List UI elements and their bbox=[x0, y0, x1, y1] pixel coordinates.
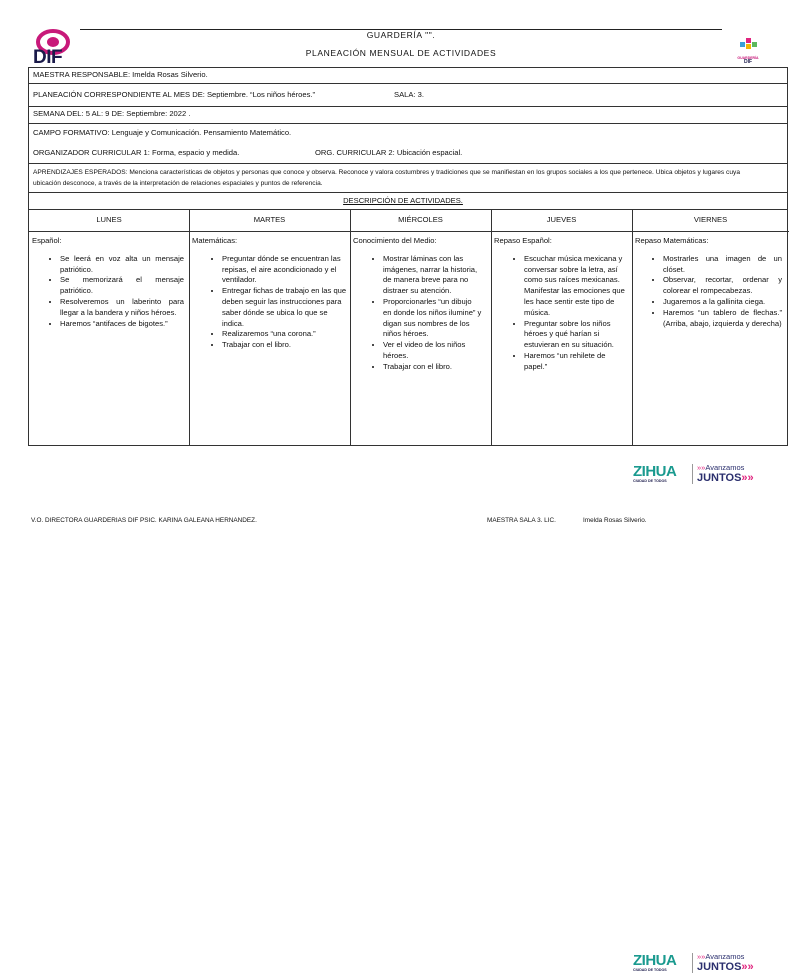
maestra-sala-label: MAESTRA SALA 3. LIC. bbox=[487, 517, 556, 524]
aprendizajes-esperados: APRENDIZAJES ESPERADOS: Menciona características de objetos y personas que conoce y observa. Reconoce y valora costumbres y tradiciones que se manifiestan en los grupos sociales a los que pertenece. Ubica objetos y lugares cuya ubicación desconoce, a través de la interpretación de relaciones espaciales y puntos de referencia. bbox=[33, 169, 740, 187]
maestra-responsable: MAESTRA RESPONSABLE: Imelda Rosas Silverio. bbox=[33, 70, 208, 79]
day-column-jueves bbox=[491, 235, 632, 374]
list-item: • Realizaremos “una corona.” bbox=[222, 329, 347, 340]
logo-separator bbox=[692, 953, 693, 973]
zihua-logo-subtext: CIUDAD DE TODOS bbox=[633, 968, 667, 972]
divider bbox=[29, 123, 787, 124]
guarderia-dif-logo bbox=[735, 36, 761, 65]
zihua-logo bbox=[633, 464, 689, 486]
activity-list bbox=[192, 254, 347, 351]
juntos-text: JUNTOS bbox=[697, 472, 742, 484]
juntos-logo: »»Avanzamos JUNTOS»» bbox=[697, 463, 754, 484]
activity-list bbox=[32, 254, 186, 330]
day-header-jueves: JUEVES bbox=[546, 215, 577, 224]
avanzamos-text: Avanzamos bbox=[705, 952, 745, 961]
divider bbox=[29, 231, 789, 232]
list-item: • Haremos “antifaces de bigotes.” bbox=[60, 319, 184, 330]
day-column-lunes bbox=[29, 235, 189, 330]
juntos-logo: »»Avanzamos JUNTOS»» bbox=[697, 952, 754, 973]
planning-table bbox=[28, 67, 788, 446]
list-item: • Se leerá en voz alta un mensaje patriótico. bbox=[60, 254, 184, 276]
list-item: • Proporcionarles “un dibujo en donde los niños ilumine” y digan sus nombres de los niños héroes. bbox=[383, 297, 482, 340]
list-item: • Entregar fichas de trabajo en las que deben seguir las instrucciones para saber dónde se ubica lo que se indica. bbox=[222, 286, 347, 329]
list-item: • Observar, recortar, ordenar y colorear el rompecabezas. bbox=[663, 275, 782, 297]
planeacion-mes: PLANEACIÓN CORRESPONDIENTE AL MES DE: Septiembre. “Los niños héroes.” bbox=[33, 90, 316, 99]
day-column-viernes bbox=[632, 235, 789, 330]
list-item: • Mostrar láminas con las imágenes, narrar la historia, de manera breve para no distraer su atención. bbox=[383, 254, 482, 297]
list-item: • Escuchar música mexicana y conversar sobre la letra, así como sus raíces mexicanas. Manifestar las emociones que les hace sentir este tipo de música. bbox=[524, 254, 629, 319]
divider bbox=[29, 163, 787, 164]
campo-formativo: CAMPO FORMATIVO: Lenguaje y Comunicación. Pensamiento Matemático. bbox=[33, 128, 292, 137]
organizador-curricular-1: ORGANIZADOR CURRICULAR 1: Forma, espacio y medida. bbox=[33, 148, 240, 157]
subject-label: Repaso Español: bbox=[494, 236, 552, 245]
descripcion-actividades: DESCRIPCIÓN DE ACTIVIDADES. bbox=[343, 196, 463, 205]
list-item: • Haremos “un rehilete de papel.” bbox=[524, 351, 629, 373]
day-header-miercoles: MIÉRCOLES bbox=[398, 215, 443, 224]
list-item: • Jugaremos a la gallinita ciega. bbox=[663, 297, 782, 308]
organizador-curricular-2: ORG. CURRICULAR 2: Ubicación espacial. bbox=[315, 148, 463, 157]
list-item: • Mostrarles una imagen de un clóset. bbox=[663, 254, 782, 276]
divider bbox=[29, 192, 787, 193]
guarderia-logo-top: GUARDERÍA bbox=[737, 56, 759, 60]
subject-label: Conocimiento del Medio: bbox=[353, 236, 437, 245]
logo-separator bbox=[692, 464, 693, 484]
avanzamos-text: Avanzamos bbox=[705, 463, 745, 472]
list-item: • Trabajar con el libro. bbox=[222, 340, 347, 351]
dif-logo-text: DIF bbox=[33, 47, 63, 68]
juntos-text: JUNTOS bbox=[697, 961, 742, 973]
activity-list bbox=[494, 254, 629, 373]
list-item: • Haremos “un tablero de flechas.” (Arriba, abajo, izquierda y derecha) bbox=[663, 308, 782, 330]
guarderia-logo-bottom: DIF bbox=[743, 59, 753, 65]
subject-label: Repaso Matemáticas: bbox=[635, 236, 709, 245]
day-header-martes: MARTES bbox=[253, 215, 286, 224]
list-item: • Preguntar sobre los niños héroes y qué harían si estuvieran en su situación. bbox=[524, 319, 629, 351]
maestra-sala-name: Imelda Rosas Silverio. bbox=[583, 517, 647, 524]
list-item: • Trabajar con el libro. bbox=[383, 362, 482, 373]
days-grid bbox=[29, 209, 789, 446]
day-column-miercoles bbox=[350, 235, 491, 374]
header-planeacion-title: PLANEACIÓN MENSUAL DE ACTIVIDADES bbox=[305, 48, 497, 58]
day-header-viernes: VIERNES bbox=[693, 215, 728, 224]
director-signature: V.O. DIRECTORA GUARDERIAS DIF PSIC. KARINA GALEANA HERNANDEZ. bbox=[31, 517, 257, 524]
list-item: • Preguntar dónde se encuentran las repisas, el aire acondicionado y el ventilador. bbox=[222, 254, 347, 286]
zihua-logo-text: ZIHUA bbox=[633, 952, 677, 969]
zihua-logo-subtext: CIUDAD DE TODOS bbox=[633, 479, 667, 483]
zihua-logo bbox=[633, 953, 689, 975]
day-column-martes bbox=[189, 235, 350, 352]
divider bbox=[29, 83, 787, 84]
subject-label: Español: bbox=[32, 236, 62, 245]
header-guarderia: GUARDERÍA "". bbox=[366, 30, 436, 40]
sala: SALA: 3. bbox=[394, 90, 424, 99]
zihua-logo-text: ZIHUA bbox=[633, 463, 677, 480]
divider bbox=[29, 106, 787, 107]
list-item: • Se memorizará el mensaje patriótico. bbox=[60, 275, 184, 297]
day-header-lunes: LUNES bbox=[96, 215, 122, 224]
list-item: • Ver el video de los niños héroes. bbox=[383, 340, 482, 362]
activity-list bbox=[353, 254, 488, 373]
semana: SEMANA DEL: 5 AL: 9 DE: Septiembre: 2022 . bbox=[33, 109, 191, 118]
subject-label: Matemáticas: bbox=[192, 236, 238, 245]
activity-list bbox=[635, 254, 786, 330]
list-item: • Resolveremos un laberinto para llegar a la bandera y niños héroes. bbox=[60, 297, 184, 319]
